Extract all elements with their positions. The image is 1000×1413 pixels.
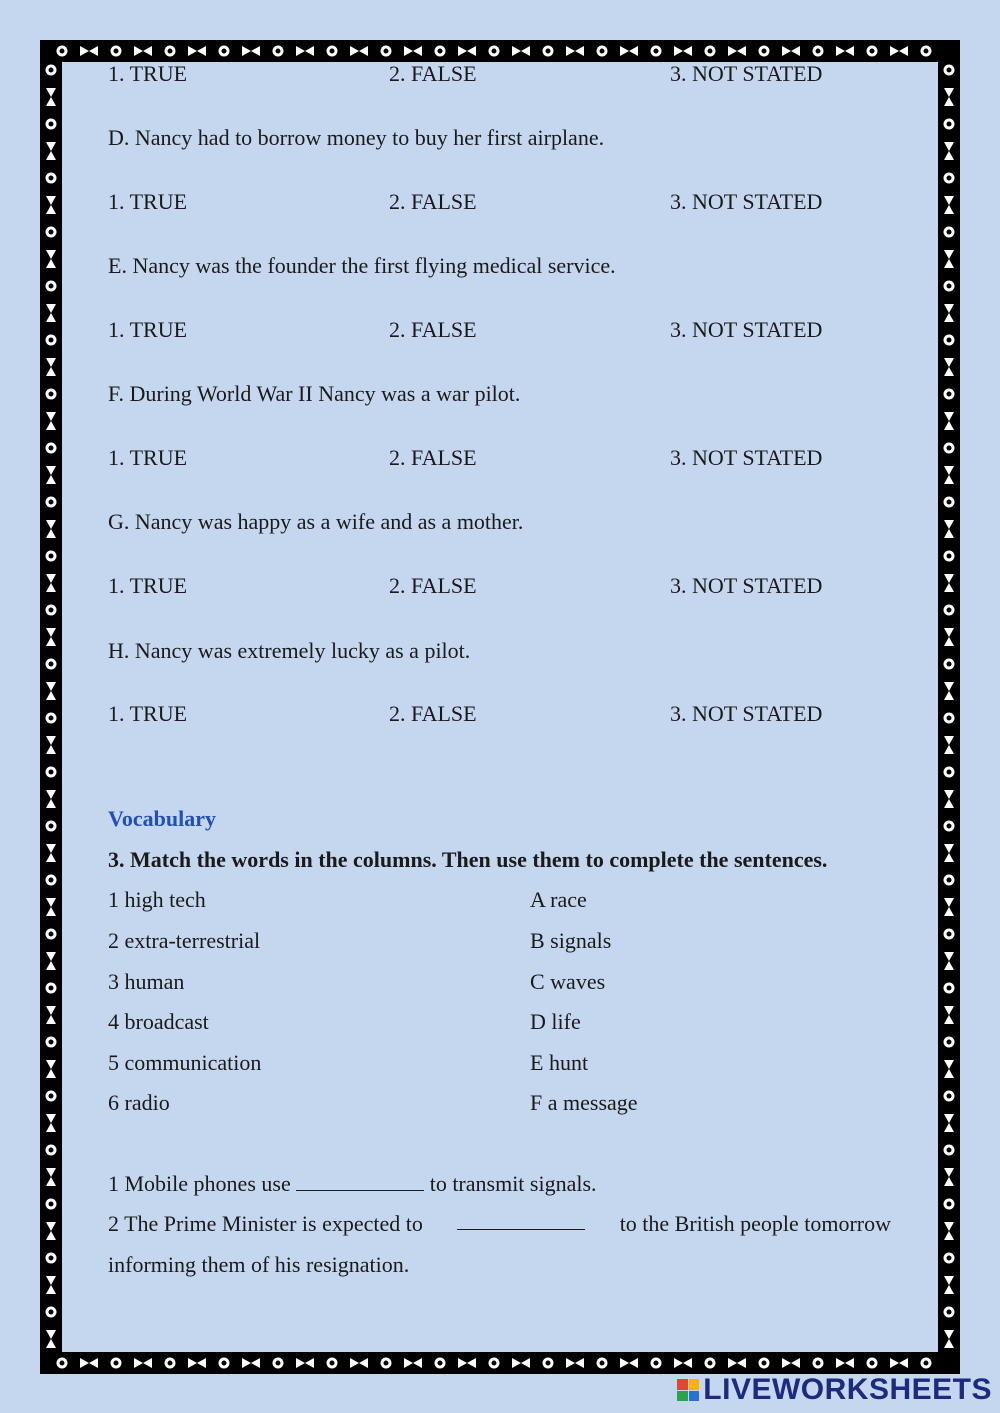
- left-word: 3 human: [108, 969, 185, 994]
- sentence-2-continued: informing them of his resignation.: [108, 1252, 410, 1277]
- option-not-stated[interactable]: 3. NOT STATED: [670, 61, 823, 86]
- left-word: 1 high tech: [108, 887, 206, 912]
- statement-h: H. Nancy was extremely lucky as a pilot.: [108, 638, 471, 663]
- option-false[interactable]: 2. FALSE: [389, 701, 477, 726]
- option-false[interactable]: 2. FALSE: [389, 317, 477, 342]
- answer-blank-2[interactable]: [457, 1211, 585, 1230]
- option-true[interactable]: 1. TRUE: [108, 573, 188, 598]
- statement-d: D. Nancy had to borrow money to buy her first airplane.: [108, 125, 605, 150]
- sentence-1-end: to transmit signals.: [429, 1171, 597, 1196]
- right-word: E hunt: [530, 1050, 589, 1075]
- sentence-2-end: to the British people tomorrow: [619, 1211, 891, 1236]
- left-word: 5 communication: [108, 1050, 262, 1075]
- sentence-1-start: 1 Mobile phones use: [108, 1171, 291, 1196]
- left-word: 6 radio: [108, 1090, 170, 1115]
- option-true[interactable]: 1. TRUE: [108, 61, 188, 86]
- match-instruction: 3. Match the words in the columns. Then use them to complete the sentences.: [108, 847, 828, 872]
- option-not-stated[interactable]: 3. NOT STATED: [670, 701, 823, 726]
- option-not-stated[interactable]: 3. NOT STATED: [670, 189, 823, 214]
- option-true[interactable]: 1. TRUE: [108, 701, 188, 726]
- sentence-1: [108, 1171, 597, 1197]
- statement-e: E. Nancy was the founder the first flying medical service.: [108, 253, 616, 278]
- option-false[interactable]: 2. FALSE: [389, 445, 477, 470]
- logo-icon: [677, 1379, 699, 1401]
- right-word: F a message: [530, 1090, 638, 1115]
- logo-text: LIVEWORKSHEETS: [703, 1373, 992, 1406]
- right-word: B signals: [530, 928, 612, 953]
- option-true[interactable]: 1. TRUE: [108, 189, 188, 214]
- statement-g: G. Nancy was happy as a wife and as a mother.: [108, 509, 524, 534]
- vocabulary-heading: Vocabulary: [108, 806, 216, 831]
- right-word: C waves: [530, 969, 606, 994]
- option-true[interactable]: 1. TRUE: [108, 317, 188, 342]
- option-not-stated[interactable]: 3. NOT STATED: [670, 573, 823, 598]
- liveworksheets-logo: [677, 1373, 992, 1407]
- answer-blank-1[interactable]: [296, 1172, 424, 1191]
- sentence-2: [108, 1211, 891, 1237]
- sentence-2-start: 2 The Prime Minister is expected to: [108, 1211, 423, 1236]
- option-true[interactable]: 1. TRUE: [108, 445, 188, 470]
- option-not-stated[interactable]: 3. NOT STATED: [670, 445, 823, 470]
- right-word: D life: [530, 1009, 581, 1034]
- left-word: 2 extra-terrestrial: [108, 928, 261, 953]
- option-false[interactable]: 2. FALSE: [389, 573, 477, 598]
- option-false[interactable]: 2. FALSE: [389, 61, 477, 86]
- left-word: 4 broadcast: [108, 1009, 209, 1034]
- option-not-stated[interactable]: 3. NOT STATED: [670, 317, 823, 342]
- option-false[interactable]: 2. FALSE: [389, 189, 477, 214]
- right-word: A race: [530, 887, 587, 912]
- statement-f: F. During World War II Nancy was a war pilot.: [108, 381, 521, 406]
